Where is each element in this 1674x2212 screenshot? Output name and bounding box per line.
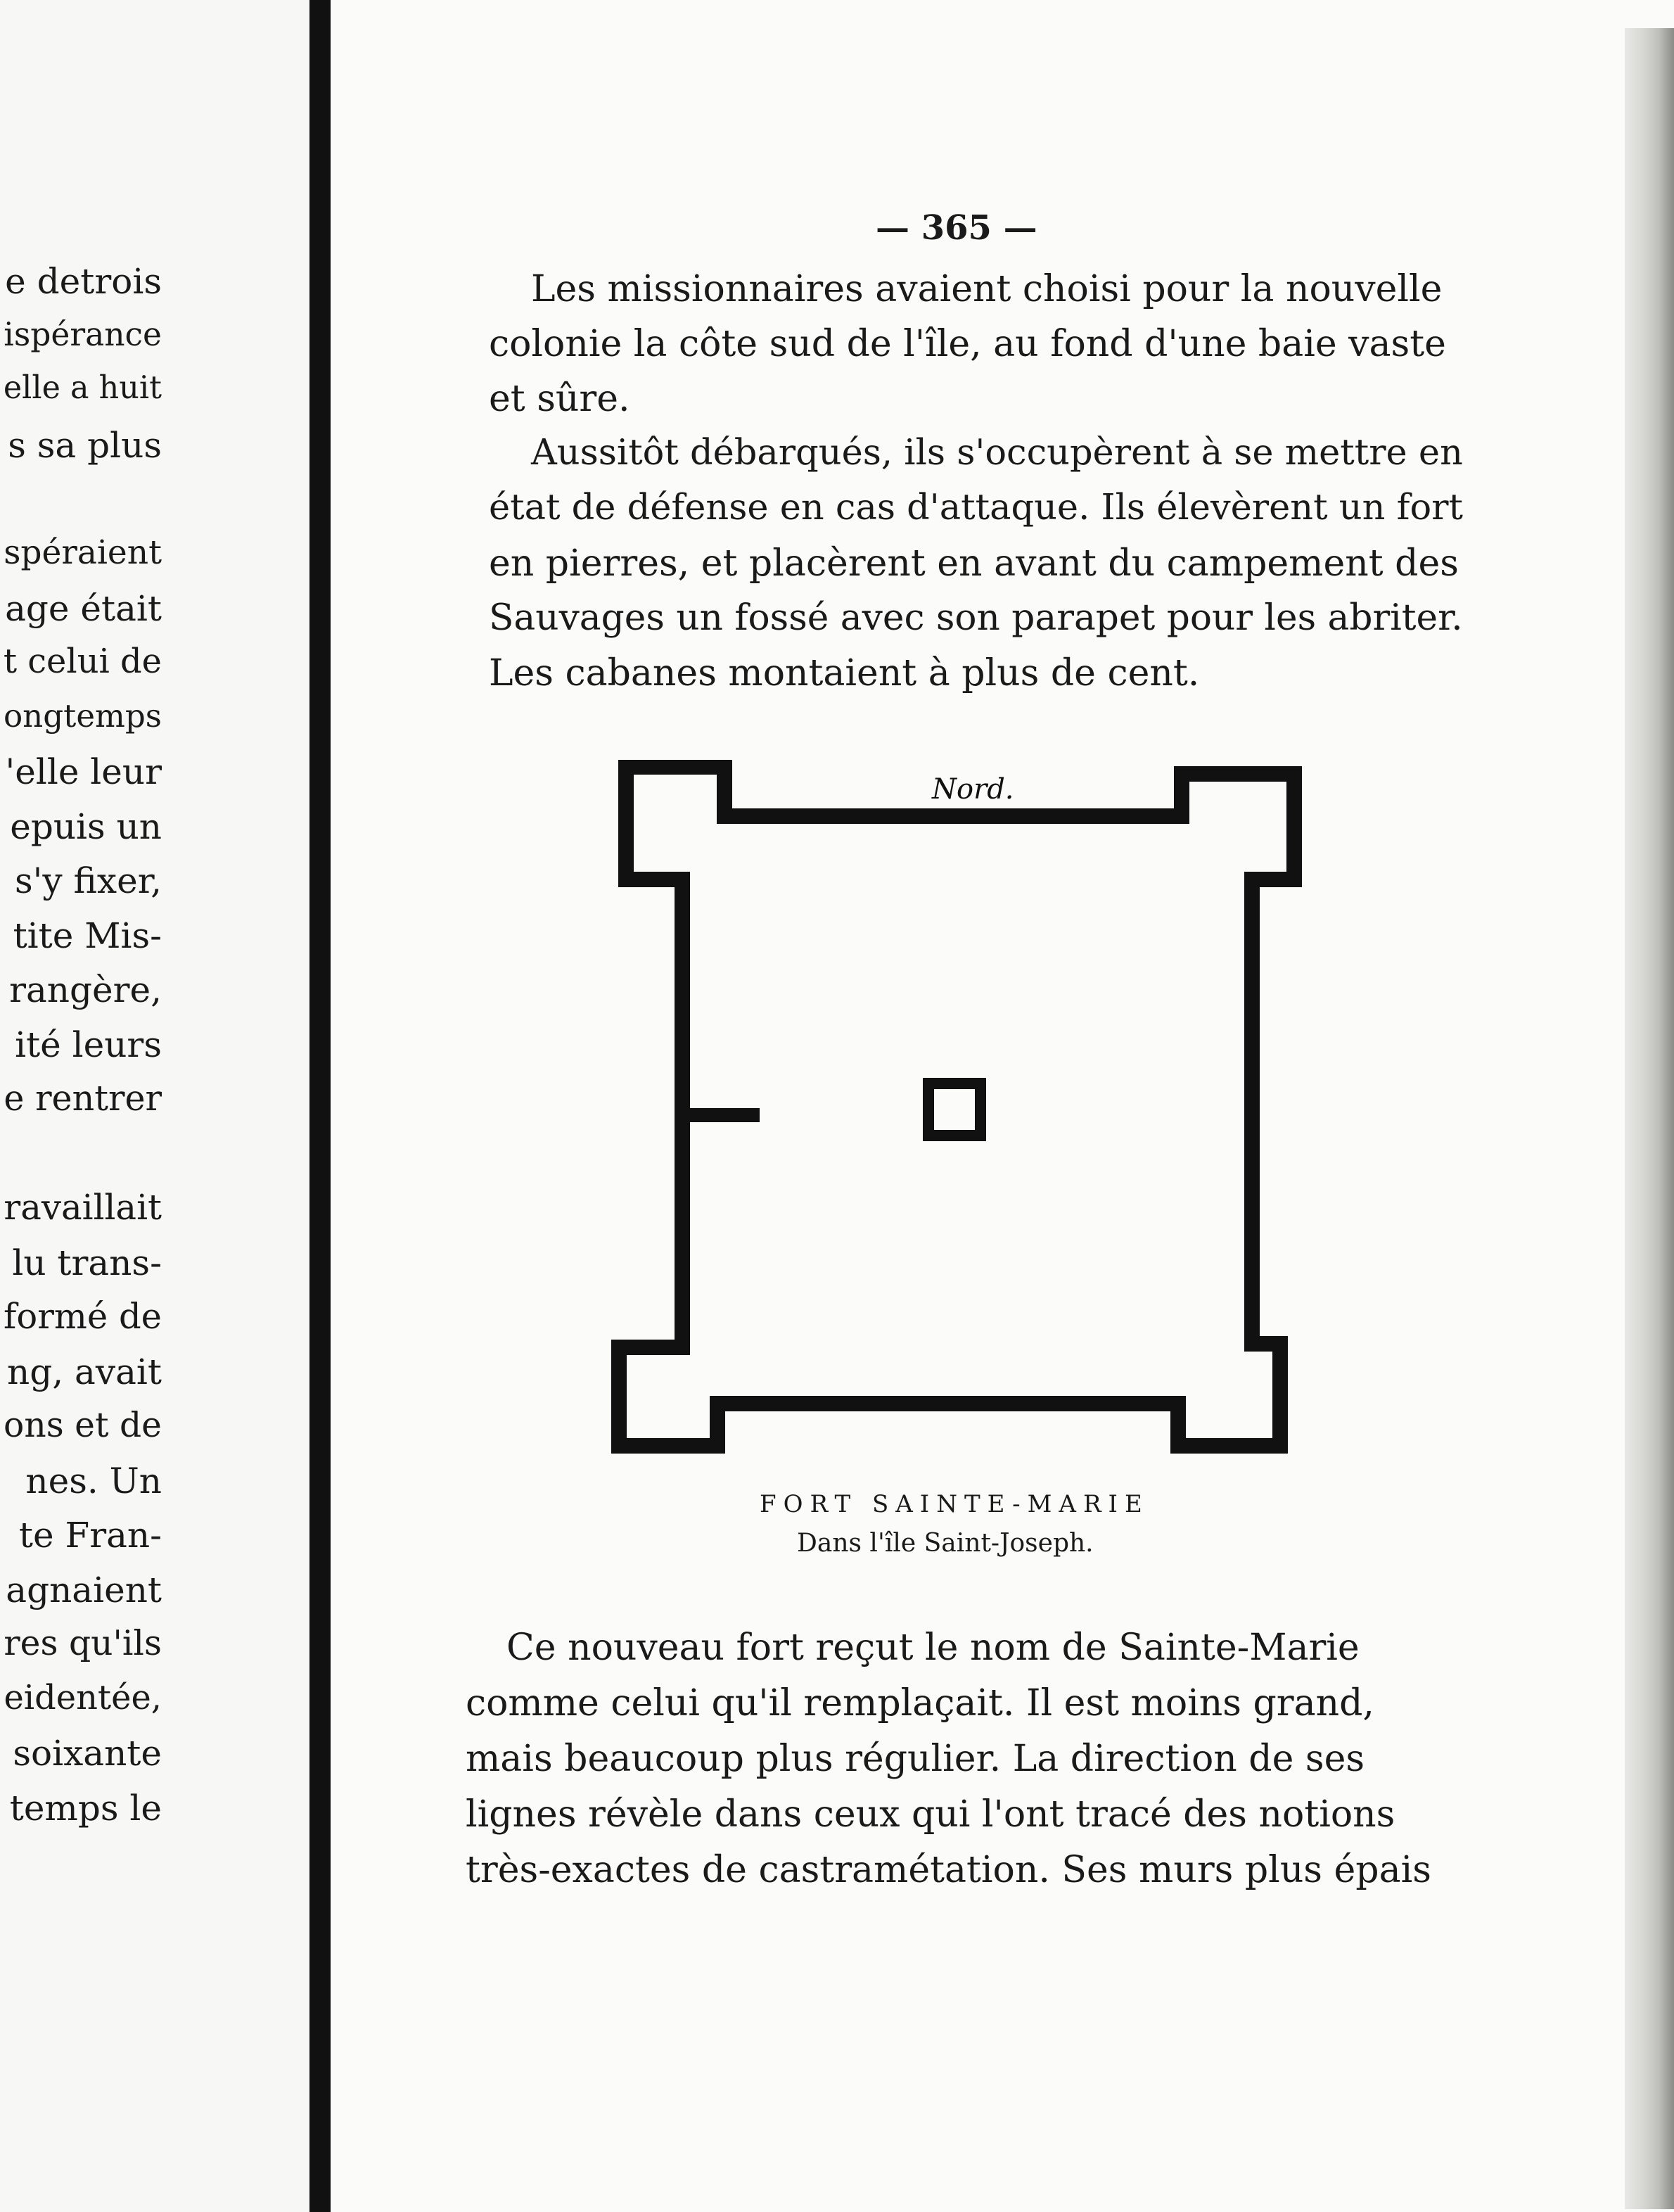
left-page-line: age était [5,588,162,629]
left-page-line: res qu'ils [4,1624,162,1663]
left-page-line: ispérance [4,316,162,353]
left-page-line: temps le [9,1788,162,1829]
paragraph-line: en pierres, et placèrent en avant du campement des [489,542,1459,585]
left-page-line: e rentrer [4,1078,162,1119]
paragraph-line: et sûre. [489,378,630,420]
book-gutter [309,0,331,2212]
fort-central-square [928,1083,980,1136]
left-page-line: nes. Un [25,1461,162,1501]
previous-page [0,0,309,2212]
left-page-line: lu trans- [12,1242,162,1283]
page-edge [1625,28,1674,2209]
left-page-line: s'y fixer, [15,860,162,901]
left-page-line: agnaient [6,1570,162,1610]
figure-caption-subtitle: Dans l'île Saint-Joseph. [797,1529,1094,1558]
left-page-line: s sa plus [8,425,162,466]
paragraph-line: Les cabanes montaient à plus de cent. [489,652,1200,694]
left-page-line: soixante [13,1733,162,1774]
left-page-line: formé de [4,1296,162,1337]
paragraph-line: colonie la côte sud de l'île, au fond d'une baie vaste [489,323,1446,365]
left-page-line: ons et de [4,1406,162,1445]
left-page-line: e detrois [5,261,162,302]
fort-wall [619,767,1294,1446]
left-page-line: ongtemps [3,697,162,735]
paragraph-line: Sauvages un fossé avec son parapet pour les abriter. [489,597,1463,639]
left-page-line: tite Mis- [13,915,162,956]
paragraph-line: Aussitôt débarqués, ils s'occupèrent à se mettre en [531,432,1463,473]
left-page-line: ng, avait [7,1352,162,1392]
left-page-line: t celui de [3,642,162,681]
left-page-line: rangère, [9,970,162,1010]
paragraph-line: état de défense en cas d'attaque. Ils élevèrent un fort [489,487,1463,528]
paragraph-line: comme celui qu'il remplaçait. Il est moins grand, [466,1682,1374,1724]
left-page-line: spéraient [4,533,162,572]
fort-plan-figure [605,760,1315,1470]
left-page-line: ravaillait [4,1187,162,1228]
paragraph-line: mais beaucoup plus régulier. La direction de ses [466,1738,1365,1780]
figure-caption-title: FORT SAINTE-MARIE [760,1490,1149,1518]
left-page-line: te Fran- [18,1515,162,1556]
paragraph-line: Ce nouveau fort reçut le nom de Sainte-Marie [506,1627,1360,1669]
left-page-line: elle a huit [3,370,162,406]
page-number: — 365 — [876,208,1037,248]
left-page-line: eidentée, [4,1679,162,1717]
north-label: Nord. [932,773,1014,806]
left-page-line: epuis un [10,806,162,847]
left-page-line: ité leurs [15,1024,162,1065]
paragraph-line: lignes révèle dans ceux qui l'ont tracé des notions [466,1793,1395,1836]
paragraph-line: très-exactes de castramétation. Ses murs plus épais [466,1849,1431,1891]
paragraph-line: Les missionnaires avaient choisi pour la nouvelle [531,268,1443,310]
left-page-line: 'elle leur [5,751,162,792]
